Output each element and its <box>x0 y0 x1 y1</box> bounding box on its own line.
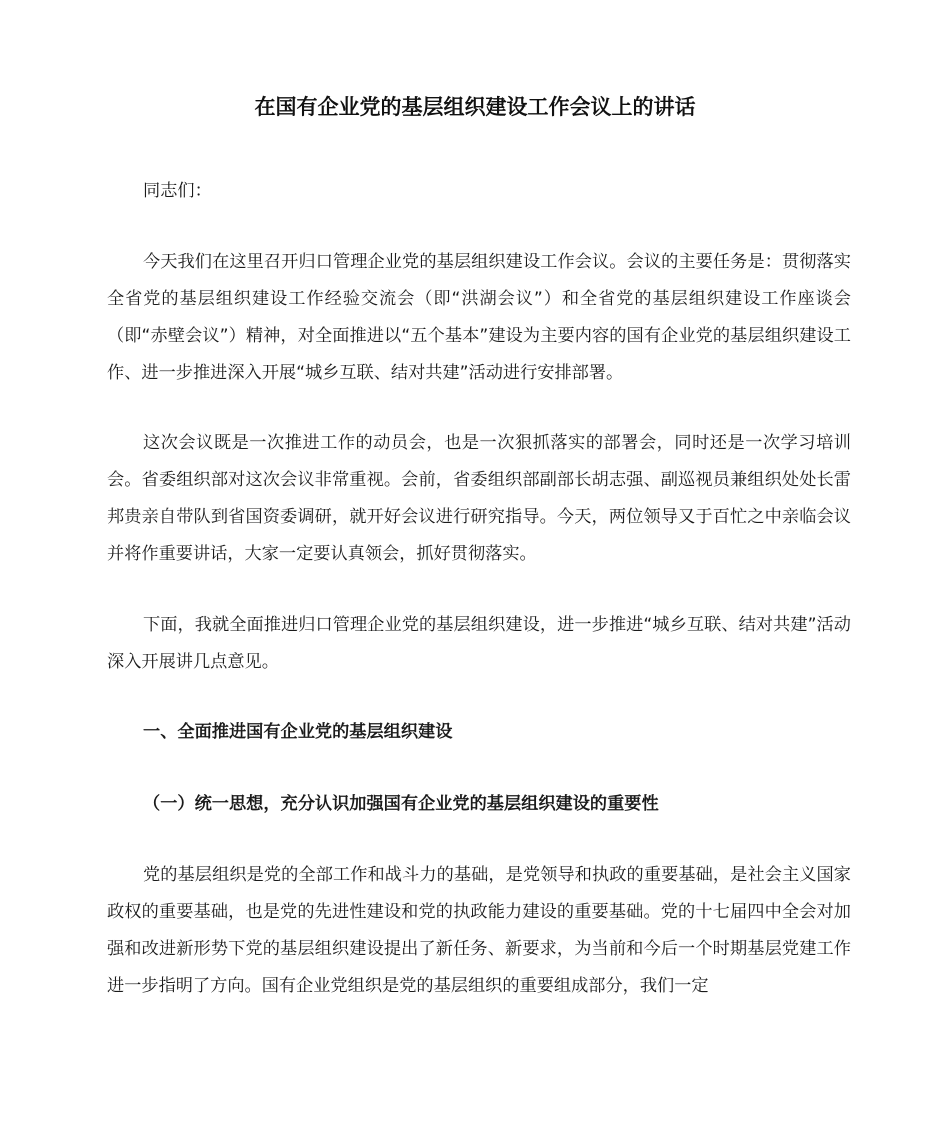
document-title: 在国有企业党的基层组织建设工作会议上的讲话 <box>254 95 696 119</box>
section-paragraph: 党的基层组织是党的全部工作和战斗力的基础，是党领导和执政的重要基础，是社会主义国家政权的重要基础，也是党的先进性建设和党的执政能力建设的重要基础。党的十七届四中全会对加强和改进新形势下党的基层组织建设提出了新任务、新要求，为当前和今后一个时期基层党建工作进一步指明了方向。国有企业党组织是党的基层组织的重要组成部分，我们一定 <box>107 865 851 996</box>
subsection-heading: （一）统一思想，充分认识加强国有企业党的基层组织建设的重要性 <box>143 794 659 814</box>
greeting: 同志们： <box>143 181 212 201</box>
paragraph-1: 今天我们在这里召开归口管理企业党的基层组织建设工作会议。会议的主要任务是：贯彻落实全省党的基层组织建设工作经验交流会（即“洪湖会议”）和全省党的基层组织建设工作座谈会（即“赤壁会议”）精神，对全面推进以“五个基本”建设为主要内容的国有企业党的基层组织建设工作、进一步推进深入开展“城乡互联、结对共建”活动进行安排部署。 <box>107 252 851 383</box>
section-heading: 一、全面推进国有企业党的基层组织建设 <box>143 722 453 742</box>
paragraph-2: 这次会议既是一次推进工作的动员会，也是一次狠抓落实的部署会，同时还是一次学习培训会。省委组织部对这次会议非常重视。会前，省委组织部副部长胡志强、副巡视员兼组织处处长雷邦贵亲自带队到省国资委调研，就开好会议进行研究指导。今天，两位领导又于百忙之中亲临会议并将作重要讲话，大家一定要认真领会，抓好贯彻落实。 <box>107 433 851 564</box>
paragraph-3: 下面，我就全面推进归口管理企业党的基层组织建设，进一步推进“城乡互联、结对共建”活动深入开展讲几点意见。 <box>107 615 851 672</box>
